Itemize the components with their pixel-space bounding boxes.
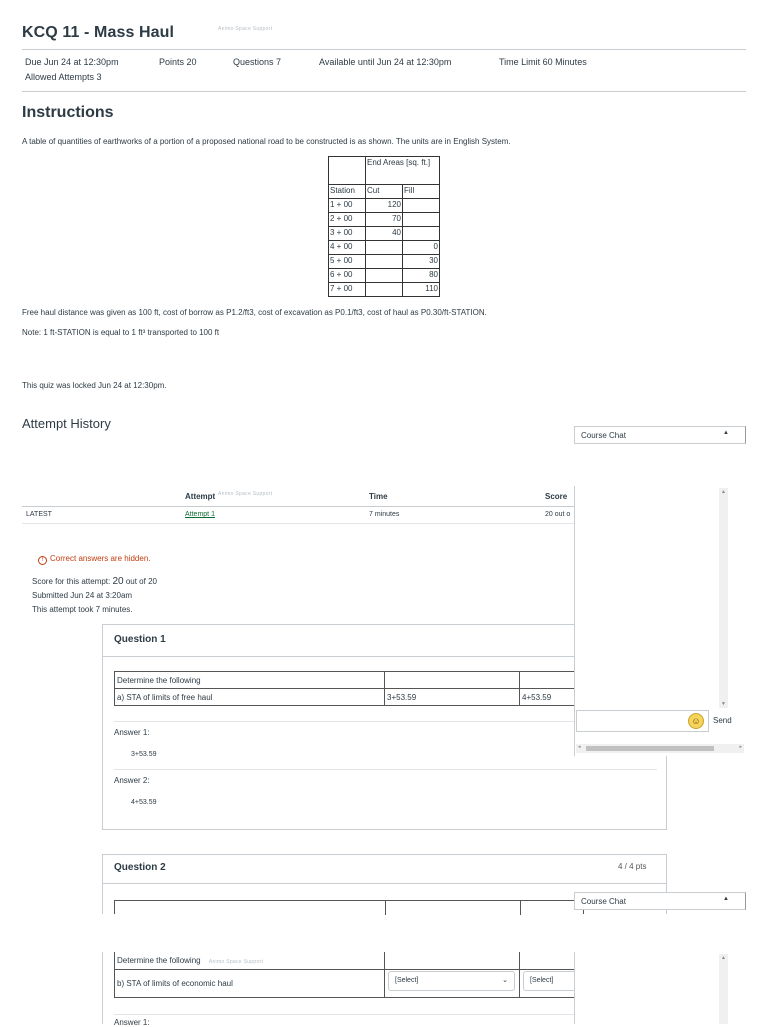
watermark: Animo Space Support — [218, 491, 273, 497]
hidden-answers-warning: ! Correct answers are hidden. — [38, 554, 151, 565]
course-chat-header[interactable]: Course Chat ▲ — [574, 892, 746, 910]
free-haul-text: Free haul distance was given as 100 ft, cost of borrow as P1.2/ft3, cost of excavation as P0.1/ft3, cost of haul as P0.30/ft-STATION. — [22, 308, 487, 317]
locked-notice: This quiz was locked Jun 24 at 12:30pm. — [22, 381, 167, 390]
attempt-score: 20 out o — [545, 511, 571, 518]
table-row: Determine the following — [115, 672, 584, 689]
collapse-icon[interactable]: ▲ — [723, 430, 729, 436]
course-chat-header[interactable]: Course Chat ▲ — [574, 426, 746, 444]
time-col-header: Time — [369, 492, 388, 501]
cut-header: Cut — [366, 185, 403, 199]
attempt-time: 7 minutes — [369, 511, 400, 518]
duration-text: This attempt took 7 minutes. — [32, 605, 133, 614]
chat-message-input[interactable] — [576, 710, 709, 732]
earthworks-table — [328, 156, 440, 297]
score-line: Score for this attempt: 20 out of 20 — [32, 576, 157, 587]
emoji-icon[interactable]: ☺ — [688, 713, 704, 729]
allowed-attempts: Allowed Attempts 3 — [25, 72, 102, 82]
table-row: 6 + 00 80 — [329, 269, 440, 283]
course-chat-panel — [574, 952, 746, 1024]
questions-count: Questions 7 — [233, 57, 282, 67]
due-date: Due Jun 24 at 12:30pm — [25, 57, 119, 67]
chat-scrollbar[interactable]: ▲ — [719, 954, 728, 1024]
table-row: 1 + 00 120 — [329, 199, 440, 213]
divider — [22, 506, 574, 507]
collapse-icon[interactable]: ▲ — [723, 896, 729, 902]
points: Points 20 — [159, 57, 197, 67]
economic-haul-select-1[interactable]: [Select] ⌄ — [388, 971, 515, 991]
table-row: b) STA of limits of economic haul — [115, 969, 584, 997]
submitted-text: Submitted Jun 24 at 3:20am — [32, 591, 133, 600]
fill-header: Fill — [403, 185, 440, 199]
instructions-heading: Instructions — [22, 104, 114, 121]
availability: Available until Jun 24 at 12:30pm — [319, 57, 452, 67]
economic-haul-select-2[interactable]: [Select] — [523, 971, 583, 991]
latest-label: LATEST — [26, 511, 52, 518]
answer-1-label: Answer 1: — [114, 728, 150, 737]
divider — [103, 883, 666, 884]
warning-icon: ! — [38, 556, 47, 565]
table-row: a) STA of limits of free haul 3+53.59 4+53.59 — [115, 689, 584, 706]
table-row: Determine the following Animo Space Support — [115, 952, 584, 969]
table-row: 2 + 00 70 — [329, 213, 440, 227]
question-2-table-top — [114, 900, 584, 914]
time-limit: Time Limit 60 Minutes — [499, 57, 587, 67]
note-text: Note: 1 ft-STATION is equal to 1 ft³ transported to 100 ft — [22, 328, 220, 337]
divider — [22, 523, 574, 524]
chevron-down-icon: ⌄ — [502, 977, 508, 984]
attempt-col-header: Attempt — [185, 492, 216, 501]
chat-scrollbar[interactable]: ▲ ▼ — [719, 488, 728, 708]
score-col-header: Score — [545, 492, 568, 501]
question-2-card-edge — [102, 952, 103, 1024]
answer-2-value: 4+53.59 — [131, 799, 157, 806]
answer-1-value: 3+53.59 — [131, 751, 157, 758]
divider — [114, 769, 657, 770]
send-button[interactable]: Send — [713, 716, 732, 725]
attempt-history-heading: Attempt History — [22, 416, 111, 431]
question-2-title: Question 2 — [114, 862, 166, 873]
attempt-1-link[interactable]: Attempt 1 — [185, 511, 215, 518]
question-1-table — [114, 671, 584, 706]
divider — [22, 49, 746, 50]
course-chat-panel — [574, 486, 746, 756]
table-row: 3 + 00 40 — [329, 227, 440, 241]
question-2-answer-label: Answer 1: — [114, 1018, 150, 1027]
instructions-intro: A table of quantities of earthworks of a portion of a proposed national road to be constructed is as shown. The units are in English System. — [22, 137, 511, 146]
page-title: KCQ 11 - Mass Haul — [22, 24, 175, 41]
question-1-title: Question 1 — [114, 634, 166, 645]
watermark: Animo Space Support — [218, 26, 273, 32]
table-row: 7 + 00 110 — [329, 283, 440, 297]
end-areas-header: End Areas [sq. ft.] — [366, 157, 440, 185]
divider — [22, 91, 746, 92]
question-2-points: 4 / 4 pts — [618, 862, 647, 871]
chat-horizontal-scrollbar[interactable]: ◂ ▸ — [576, 744, 744, 753]
table-row: 5 + 00 30 — [329, 255, 440, 269]
table-row: 4 + 00 0 — [329, 241, 440, 255]
station-header: Station — [329, 185, 366, 199]
answer-2-label: Answer 2: — [114, 776, 150, 785]
